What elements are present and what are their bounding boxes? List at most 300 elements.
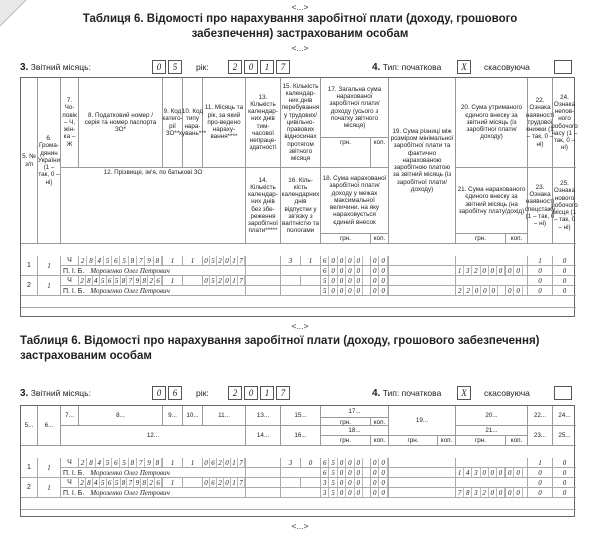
- period-field-digit: 2: [217, 276, 224, 285]
- tax-id-field-digit: 4: [93, 276, 100, 285]
- tax-id-field-digit: 8: [141, 478, 148, 487]
- period-field-digit: 1: [231, 276, 238, 285]
- header-21: 21...: [456, 426, 528, 436]
- diff-sum-field[interactable]: [389, 256, 456, 266]
- type-cancel-checkbox-1[interactable]: [554, 60, 572, 74]
- contribution-sum-field-digit: 1: [456, 468, 464, 477]
- contribution-sum-field-digit: 0: [481, 286, 489, 295]
- tax-id-field-digit: 2: [79, 276, 86, 285]
- workbook-flag[interactable]: 0: [528, 478, 553, 488]
- header-12: 12...: [61, 426, 246, 446]
- empty-row: [21, 498, 576, 510]
- year-digit-2[interactable]: 0: [244, 386, 258, 400]
- header-11: 11...: [203, 406, 246, 426]
- period-field-digit: 2: [217, 478, 224, 487]
- contribution-sum-field[interactable]: [456, 488, 506, 498]
- limited-sum-field-digit: 0: [338, 286, 346, 295]
- category-field[interactable]: 1: [163, 276, 183, 286]
- header-8: 8. Податковий номер / серія та номер паспорта ЗО*: [79, 78, 163, 168]
- days-maternity-field[interactable]: [281, 266, 321, 276]
- tax-id-field-digit: 2: [79, 458, 87, 467]
- contribution-sum-field[interactable]: [456, 266, 506, 276]
- full-name-value: Морозенко Олег Петрович: [90, 267, 170, 275]
- full-name-value: Морозенко Олег Петрович: [90, 469, 170, 477]
- contribution-sum-field-digit: 3: [464, 266, 472, 275]
- contribution-sum-field-digit: 0: [489, 488, 497, 497]
- contribution-sum-field-digit: 3: [472, 488, 480, 497]
- new-workplace-flag[interactable]: 0: [553, 266, 576, 276]
- header-23: 23. Ознака наявності спецстажу (1 – так, 0 – ні): [528, 168, 553, 244]
- sex-field[interactable]: Ч: [61, 458, 79, 468]
- page-title-2: Таблиця 6. Відомості про нарахування заробітної плати (доходу, грошового забезпечення) застрахованим особам: [20, 335, 540, 362]
- header-20: 20...: [456, 406, 528, 426]
- tax-id-field-digit: 8: [86, 276, 93, 285]
- tax-id-field-digit: 5: [104, 256, 112, 265]
- citizen-flag[interactable]: 1: [38, 478, 61, 498]
- total-sum-field[interactable]: [321, 458, 371, 468]
- sex-field[interactable]: Ч: [61, 276, 79, 286]
- days-sick-field[interactable]: [246, 256, 281, 266]
- month-digit-1[interactable]: 0: [152, 386, 166, 400]
- part-time-flag[interactable]: 0: [553, 458, 576, 468]
- tax-id-field-digit: 9: [134, 478, 141, 487]
- contribution-kop-field-digit: 0: [506, 488, 514, 497]
- year-label-2: рік:: [196, 388, 209, 398]
- total-sum-field-digit: 0: [346, 458, 354, 467]
- workbook-flag[interactable]: 0: [528, 276, 553, 286]
- days-employed-field[interactable]: [281, 478, 301, 488]
- tax-id-field-digit: 8: [86, 478, 93, 487]
- header-22: 22...: [528, 406, 553, 426]
- type-initial-checkbox-1[interactable]: X: [457, 60, 471, 74]
- limited-kop-field-digit: 0: [379, 266, 387, 275]
- full-name-field[interactable]: [61, 468, 246, 478]
- diff-sum-field-2[interactable]: [389, 286, 456, 296]
- tax-id-field-digit: 2: [79, 256, 87, 265]
- tax-id-field-digit: 4: [93, 478, 100, 487]
- period-field-digit: 2: [217, 458, 224, 467]
- total-sum-field-digit: 0: [346, 276, 354, 285]
- full-name-label: П. І. Б.: [63, 490, 85, 497]
- total-sum-field[interactable]: [321, 276, 371, 286]
- tax-id-field-digit: 6: [107, 478, 114, 487]
- type-cancel-checkbox-2[interactable]: [554, 386, 572, 400]
- period-field[interactable]: [203, 458, 246, 468]
- limited-kop-field[interactable]: [371, 286, 389, 296]
- total-sum-field-digit: 0: [355, 458, 363, 467]
- full-name-value: Морозенко Олег Петрович: [90, 489, 170, 497]
- accrual-type-field[interactable]: 1: [183, 458, 203, 468]
- days-employed-field-2[interactable]: 1: [301, 256, 321, 266]
- tax-id-field-digit: 5: [100, 478, 107, 487]
- year-label-1: рік:: [196, 62, 209, 72]
- period-field-digit: 1: [231, 458, 238, 467]
- tax-id-field-digit: 8: [121, 276, 128, 285]
- year-digit-2[interactable]: 0: [244, 60, 258, 74]
- days-sick-field[interactable]: [246, 478, 281, 488]
- header-13: 13...: [246, 406, 281, 426]
- header-19: 19. Сума різниці між розміром мінімальної заробітної плати та фактично нарахованою заробітною платою за звітний місяць (із заробітної плати/доходу): [389, 78, 456, 244]
- part-time-flag[interactable]: 0: [553, 256, 576, 266]
- days-unpaid-field[interactable]: [246, 488, 281, 498]
- days-employed-field-2[interactable]: [301, 478, 321, 488]
- limited-sum-field-digit: 6: [321, 266, 329, 275]
- accrual-type-field[interactable]: [183, 478, 203, 488]
- special-exp-flag[interactable]: 0: [528, 488, 553, 498]
- header-25: 25...: [553, 426, 576, 446]
- part-time-flag[interactable]: 0: [553, 478, 576, 488]
- tax-id-field-digit: 6: [112, 458, 120, 467]
- tax-id-field-digit: 4: [96, 256, 104, 265]
- period-field-digit: 7: [238, 276, 245, 285]
- full-name-label: П. І. Б.: [63, 288, 85, 295]
- contribution-sum-field-digit: 2: [456, 286, 464, 295]
- citizen-flag[interactable]: 1: [38, 256, 61, 276]
- contribution-sum-field-digit: 0: [497, 266, 505, 275]
- contribution-sum-field-digit: 0: [481, 468, 489, 477]
- header-6: 6. Грома-дянин України (1 – так, 0 – ні): [38, 78, 61, 244]
- sex-field[interactable]: Ч: [61, 256, 79, 266]
- tax-id-field-digit: 2: [148, 478, 155, 487]
- limited-kop-field-digit: 0: [379, 286, 387, 295]
- special-exp-flag[interactable]: 0: [528, 266, 553, 276]
- tax-id-field-digit: 5: [120, 458, 128, 467]
- full-name-label: П. І. Б.: [63, 470, 85, 477]
- tax-id-field-digit: 5: [114, 478, 121, 487]
- row-number: 1: [21, 256, 38, 276]
- total-sum-field-digit: 5: [321, 276, 329, 285]
- category-field[interactable]: 1: [163, 458, 183, 468]
- limited-sum-field-digit: 5: [329, 488, 337, 497]
- header-17-kop: коп.: [371, 418, 389, 426]
- period-field-digit: 1: [231, 478, 238, 487]
- contribution-sum-field-digit: 0: [497, 468, 505, 477]
- header-19: 19...: [389, 406, 456, 436]
- tax-id-field-digit: 7: [127, 276, 134, 285]
- period-field-digit: 1: [231, 256, 238, 265]
- contribution-sum-field-digit: 0: [490, 286, 498, 295]
- new-workplace-flag[interactable]: 0: [553, 286, 576, 296]
- total-sum-field[interactable]: [321, 478, 371, 488]
- contribution-sum-field[interactable]: [456, 286, 506, 296]
- limited-sum-field-digit: 5: [321, 286, 329, 295]
- tax-id-field-digit: 7: [137, 458, 145, 467]
- ellipsis-2: <...>: [291, 43, 309, 53]
- contribution-kop-field[interactable]: [506, 286, 528, 296]
- header-18-grn: грн.: [321, 234, 371, 244]
- limited-sum-field-digit: 0: [355, 286, 363, 295]
- limited-sum-field-digit: 0: [338, 468, 346, 477]
- period-field-digit: 5: [210, 276, 217, 285]
- tax-id-field-digit: 8: [129, 458, 137, 467]
- period-field[interactable]: [203, 256, 246, 266]
- limited-sum-field[interactable]: [321, 488, 371, 498]
- limited-kop-field[interactable]: [371, 488, 389, 498]
- header-18-kop: коп.: [371, 234, 389, 244]
- diff-sum-field-2[interactable]: [389, 266, 456, 276]
- days-unpaid-field[interactable]: [246, 286, 281, 296]
- period-field-digit: 0: [203, 458, 210, 467]
- withheld-field[interactable]: [456, 478, 528, 488]
- period-field-digit: 0: [224, 256, 231, 265]
- header-9: 9. Код катего-рії ЗО**: [163, 78, 183, 168]
- tax-id-field-digit: 8: [154, 256, 162, 265]
- year-digit-1[interactable]: 2: [228, 60, 242, 74]
- contribution-kop-field-digit: 0: [514, 468, 522, 477]
- limited-kop-field[interactable]: [371, 266, 389, 276]
- tax-id-field-digit: 6: [155, 276, 162, 285]
- special-exp-flag[interactable]: 0: [528, 286, 553, 296]
- diff-sum-field[interactable]: [389, 276, 456, 286]
- period-field[interactable]: [203, 478, 246, 488]
- contribution-kop-field[interactable]: [506, 488, 528, 498]
- header-17-grn: грн.: [321, 418, 371, 426]
- tax-id-field-digit: 5: [114, 276, 121, 285]
- tax-id-field-digit: 5: [120, 256, 128, 265]
- full-name-field[interactable]: [61, 286, 246, 296]
- tax-id-field-digit: 8: [87, 458, 95, 467]
- period-field[interactable]: [203, 276, 246, 286]
- workbook-flag[interactable]: 1: [528, 458, 553, 468]
- contribution-sum-field-digit: 0: [489, 468, 497, 477]
- month-digit-1[interactable]: 0: [152, 60, 166, 74]
- header-17: 17. Загальна сума нарахованої заробітної плати/доходу (усього з початку звітного місяця): [321, 78, 389, 138]
- contribution-kop-field-digit: 0: [514, 266, 522, 275]
- month-digit-2[interactable]: 6: [168, 386, 182, 400]
- contribution-sum-field-digit: 0: [481, 266, 489, 275]
- limited-sum-field[interactable]: [321, 286, 371, 296]
- limited-sum-field-digit: 0: [346, 468, 354, 477]
- citizen-flag[interactable]: 1: [38, 458, 61, 478]
- limited-sum-field-digit: 0: [329, 266, 337, 275]
- full-name-field[interactable]: [61, 266, 246, 276]
- total-sum-field-digit: 0: [329, 256, 337, 265]
- total-kop-field-digit: 0: [371, 276, 379, 285]
- contribution-sum-field-digit: 2: [481, 488, 489, 497]
- special-exp-flag[interactable]: 0: [528, 468, 553, 478]
- table-1: [20, 77, 578, 317]
- month-label-1: 3. Звітний місяць:: [20, 62, 91, 73]
- full-name-field[interactable]: [61, 488, 246, 498]
- days-employed-field[interactable]: 3: [281, 256, 301, 266]
- days-employed-field-2[interactable]: 0: [301, 458, 321, 468]
- contribution-sum-field-digit: 0: [497, 488, 505, 497]
- year-digit-3[interactable]: 1: [260, 60, 274, 74]
- total-sum-field-digit: 5: [329, 478, 337, 487]
- header-14: 14...: [246, 426, 281, 446]
- limited-kop-field-digit: 0: [371, 468, 379, 477]
- contribution-kop-field-digit: 0: [506, 266, 514, 275]
- header-20: 20. Сума утриманого єдиного внеску за звітний місяць (із заробітної плати/доходу): [456, 78, 528, 168]
- empty-row: [21, 296, 576, 308]
- header-5: 5. № з/п: [21, 78, 38, 244]
- limited-kop-field-digit: 0: [371, 286, 379, 295]
- header-13: 13. Кількість календар-них днів тим-часової непраце-здатності: [246, 78, 281, 168]
- accrual-type-field[interactable]: [183, 276, 203, 286]
- year-digit-4[interactable]: 7: [276, 60, 290, 74]
- total-kop-field-digit: 0: [379, 256, 387, 265]
- total-sum-field-digit: 6: [321, 256, 329, 265]
- workbook-flag[interactable]: 1: [528, 256, 553, 266]
- tax-id-field-digit: 2: [148, 276, 155, 285]
- limited-kop-field-digit: 0: [371, 266, 379, 275]
- tax-id-field-digit: 6: [112, 256, 120, 265]
- accrual-type-field[interactable]: 1: [183, 256, 203, 266]
- total-kop-field-digit: 0: [371, 256, 379, 265]
- total-kop-field[interactable]: [371, 276, 389, 286]
- year-digit-4[interactable]: 7: [276, 386, 290, 400]
- page-curl-icon: [0, 0, 26, 26]
- days-sick-field[interactable]: [246, 458, 281, 468]
- header-18: 18. Сума нарахованої заробітної плати/доходу у межах максимальної величини, на яку нараховується єдиний внесок: [321, 168, 389, 234]
- total-sum-field-digit: 0: [338, 276, 346, 285]
- month-digit-2[interactable]: 5: [168, 60, 182, 74]
- tax-id-field-digit: 8: [141, 276, 148, 285]
- header-23: 23...: [528, 426, 553, 446]
- tax-id-field-digit: 2: [79, 478, 86, 487]
- header-25: 25. Ознака нового робочого місця (1 – так, 0 – ні): [553, 168, 576, 244]
- contribution-kop-field-digit: 0: [506, 468, 514, 477]
- total-sum-field-digit: 3: [321, 478, 329, 487]
- days-sick-field[interactable]: [246, 276, 281, 286]
- limited-sum-field-digit: 0: [355, 468, 363, 477]
- new-workplace-flag[interactable]: 0: [553, 488, 576, 498]
- new-workplace-flag[interactable]: 0: [553, 468, 576, 478]
- citizen-flag[interactable]: 1: [38, 276, 61, 296]
- tax-id-field[interactable]: [79, 256, 163, 266]
- contribution-sum-field-digit: 7: [456, 488, 464, 497]
- days-unpaid-field[interactable]: [246, 468, 281, 478]
- contribution-sum-field-digit: 1: [456, 266, 464, 275]
- days-unpaid-field[interactable]: [246, 266, 281, 276]
- ellipsis-3: <...>: [291, 321, 309, 331]
- total-sum-field-digit: 6: [321, 458, 329, 467]
- limited-sum-field[interactable]: [321, 468, 371, 478]
- tax-id-field-digit: 7: [127, 478, 134, 487]
- period-field-digit: 7: [238, 458, 245, 467]
- total-sum-field-digit: 5: [329, 458, 337, 467]
- header-21: 21. Сума нарахованого єдиного внеску за звітний місяць (на заробітну плату/дохід): [456, 168, 528, 234]
- diff-sum-field[interactable]: [389, 458, 456, 468]
- limited-sum-field-digit: 0: [329, 286, 337, 295]
- header-22: 22. Ознака наявності трудової книжки (1 – так, 0 – ні): [528, 78, 553, 168]
- category-field[interactable]: 1: [163, 478, 183, 488]
- period-field-digit: 7: [238, 256, 245, 265]
- tax-id-field-digit: 8: [154, 458, 162, 467]
- days-maternity-field[interactable]: [281, 286, 321, 296]
- total-kop-field-digit: 0: [371, 458, 379, 467]
- limited-sum-field[interactable]: [321, 266, 371, 276]
- withheld-field[interactable]: [456, 458, 528, 468]
- header-11: 11. Місяць та рік, за який про-ведено нараху-вання****: [203, 78, 246, 168]
- part-time-flag[interactable]: 0: [553, 276, 576, 286]
- limited-sum-field-digit: 3: [321, 488, 329, 497]
- contribution-kop-field[interactable]: [506, 468, 528, 478]
- limited-sum-field-digit: 0: [355, 488, 363, 497]
- tax-id-field-digit: 5: [100, 276, 107, 285]
- days-employed-field[interactable]: 3: [281, 458, 301, 468]
- ellipsis-4: <...>: [291, 521, 309, 531]
- tax-id-field-digit: 6: [155, 478, 162, 487]
- total-sum-field-digit: 0: [338, 478, 346, 487]
- header-19-kop: коп.: [438, 436, 456, 446]
- header-18: 18...: [321, 426, 389, 436]
- total-sum-field-digit: 0: [346, 256, 354, 265]
- total-kop-field[interactable]: [371, 256, 389, 266]
- tax-id-field-digit: 7: [137, 256, 145, 265]
- header-19-grn: грн.: [389, 436, 438, 446]
- days-maternity-field[interactable]: [281, 488, 321, 498]
- type-cancel-label-2: скасовуюча: [484, 388, 530, 398]
- header-17-kop: коп.: [371, 138, 389, 168]
- header-10: 10. Код типу нара-хувань***: [183, 78, 203, 168]
- row-number: 2: [21, 478, 38, 498]
- period-field-digit: 0: [203, 256, 210, 265]
- sex-field[interactable]: Ч: [61, 478, 79, 488]
- period-field-digit: 6: [210, 458, 217, 467]
- total-kop-field-digit: 0: [379, 458, 387, 467]
- contribution-sum-field-digit: 3: [472, 468, 480, 477]
- type-initial-checkbox-2[interactable]: X: [457, 386, 471, 400]
- days-employed-field-2[interactable]: [301, 276, 321, 286]
- year-digit-1[interactable]: 2: [228, 386, 242, 400]
- header-7: 7...: [61, 406, 79, 426]
- total-kop-field-digit: 0: [379, 276, 387, 285]
- total-sum-field-digit: 0: [338, 458, 346, 467]
- full-name-value: Морозенко Олег Петрович: [90, 287, 170, 295]
- row-number: 1: [21, 458, 38, 478]
- total-sum-field[interactable]: [321, 256, 371, 266]
- tax-id-field-digit: 5: [104, 458, 112, 467]
- category-field[interactable]: 1: [163, 256, 183, 266]
- diff-sum-field-2[interactable]: [389, 488, 456, 498]
- diff-sum-field-2[interactable]: [389, 468, 456, 478]
- withheld-field[interactable]: [456, 256, 528, 266]
- tax-id-field[interactable]: [79, 458, 163, 468]
- period-field-digit: 5: [210, 256, 217, 265]
- tax-id-field-digit: 9: [134, 276, 141, 285]
- tax-id-field[interactable]: [79, 276, 163, 286]
- contribution-kop-field[interactable]: [506, 266, 528, 276]
- total-sum-field-digit: 0: [355, 256, 363, 265]
- page-title-1: Таблиця 6. Відомості про нарахування заробітної плати (доходу, грошового забезпечення) застрахованим особам: [82, 13, 518, 40]
- period-field-digit: 0: [203, 276, 210, 285]
- total-kop-field[interactable]: [371, 478, 389, 488]
- limited-sum-field-digit: 0: [338, 266, 346, 275]
- contribution-kop-field-digit: 0: [514, 286, 522, 295]
- header-12: 12. Прізвище, ім'я, по батькові ЗО: [61, 168, 246, 244]
- tax-id-field[interactable]: [79, 478, 163, 488]
- total-kop-field[interactable]: [371, 458, 389, 468]
- year-digit-3[interactable]: 1: [260, 386, 274, 400]
- tax-id-field-digit: 6: [107, 276, 114, 285]
- days-maternity-field[interactable]: [281, 468, 321, 478]
- tax-id-field-digit: 4: [96, 458, 104, 467]
- limited-sum-field-digit: 0: [355, 266, 363, 275]
- period-field-digit: 0: [224, 276, 231, 285]
- limited-kop-field-digit: 0: [379, 468, 387, 477]
- contribution-sum-field[interactable]: [456, 468, 506, 478]
- header-21-kop: коп.: [506, 436, 528, 446]
- diff-sum-field[interactable]: [389, 478, 456, 488]
- period-field-digit: 0: [224, 478, 231, 487]
- days-employed-field[interactable]: [281, 276, 301, 286]
- tax-id-field-digit: 8: [121, 478, 128, 487]
- tax-id-field-digit: 8: [87, 256, 95, 265]
- limited-sum-field-digit: 0: [338, 488, 346, 497]
- limited-kop-field[interactable]: [371, 468, 389, 478]
- withheld-field[interactable]: [456, 276, 528, 286]
